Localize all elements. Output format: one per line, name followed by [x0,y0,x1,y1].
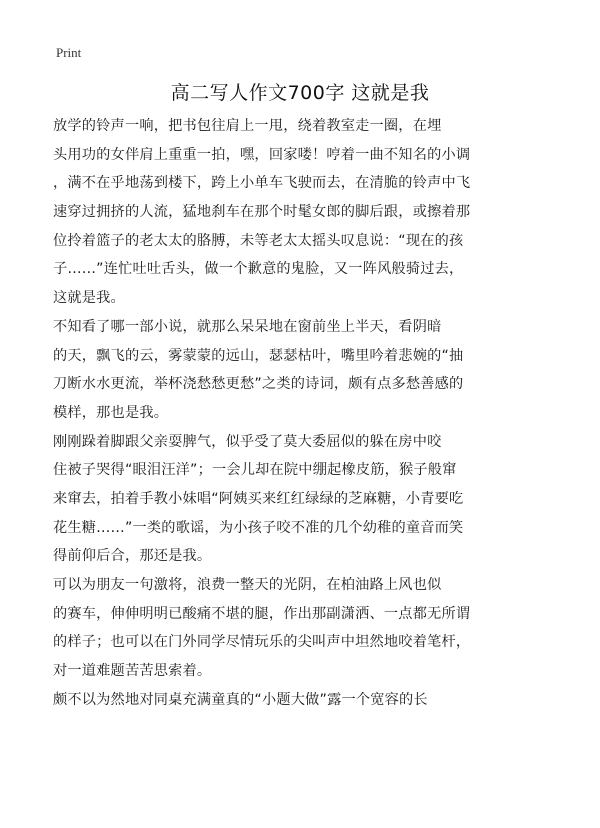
text-line: 速穿过拥挤的人流，猛地刹车在那个时髦女郎的脚后跟，或擦着那 [53,204,471,221]
text-line: 的天，飘飞的云，雾蒙蒙的远山，瑟瑟枯叶，嘴里吟着悲婉的“抽 [53,347,464,364]
text-line: 来窜去，拍着手教小妹唱“阿姨买来红红绿绿的芝麻糖，小青要吃 [53,490,464,507]
text-line: 可以为朋友一句激将，浪费一整天的光阴，在柏油路上风也似 [53,577,442,593]
text-line: 模样，那也是我。 [53,404,169,421]
document-title: 高二写人作文700字 这就是我 [170,82,430,104]
text-line: 花生糖……”一类的歌谣，为小孩子咬不准的几个幼稚的童音而笑 [53,519,464,536]
text-line: 这就是我。 [53,290,125,307]
text-line: 的样子；也可以在门外同学尽情玩乐的尖叫声中坦然地咬着笔杆， [53,634,471,651]
text-line: 不知看了哪一部小说，就那么呆呆地在窗前坐上半天，看阴暗 [53,318,442,335]
print-label: Print [56,45,82,60]
document-body [53,112,573,714]
text-line: 住被子哭得“眼泪汪洋”；一会儿却在院中绷起橡皮筋，猴子般窜 [53,462,457,479]
text-line: 放学的铃声一响，把书包往肩上一甩，绕着教室走一圈，在埋 [53,118,442,134]
text-line: 刚刚跺着脚跟父亲耍脾气，似乎受了莫大委屈似的躲在房中咬 [53,433,442,450]
text-line: 颇不以为然地对同桌充满童真的“小题大做”露一个宽容的长 [53,691,428,708]
text-line: 子……”连忙吐吐舌头，做一个歉意的鬼脸，又一阵风般骑过去， [53,261,464,278]
text-line: 头用功的女伴肩上重重一拍，嘿，回家喽！哼着一曲不知名的小调 [53,146,471,163]
text-line: 得前仰后合，那还是我。 [53,548,212,565]
text-line: 的赛车，伸伸明明已酸痛不堪的腿，作出那副潇洒、一点都无所谓 [53,605,471,622]
text-line: 位拎着篮子的老太太的胳膊，未等老太太摇头叹息说：“现在的孩 [53,232,464,249]
text-line: ，满不在乎地荡到楼下，跨上小单车飞驶而去，在清脆的铃声中飞 [53,175,471,192]
text-line: 刀断水水更流，举杯浇愁愁更愁”之类的诗词，颇有点多愁善感的 [53,376,464,393]
text-line: 对一道难题苦苦思索着。 [53,663,212,680]
